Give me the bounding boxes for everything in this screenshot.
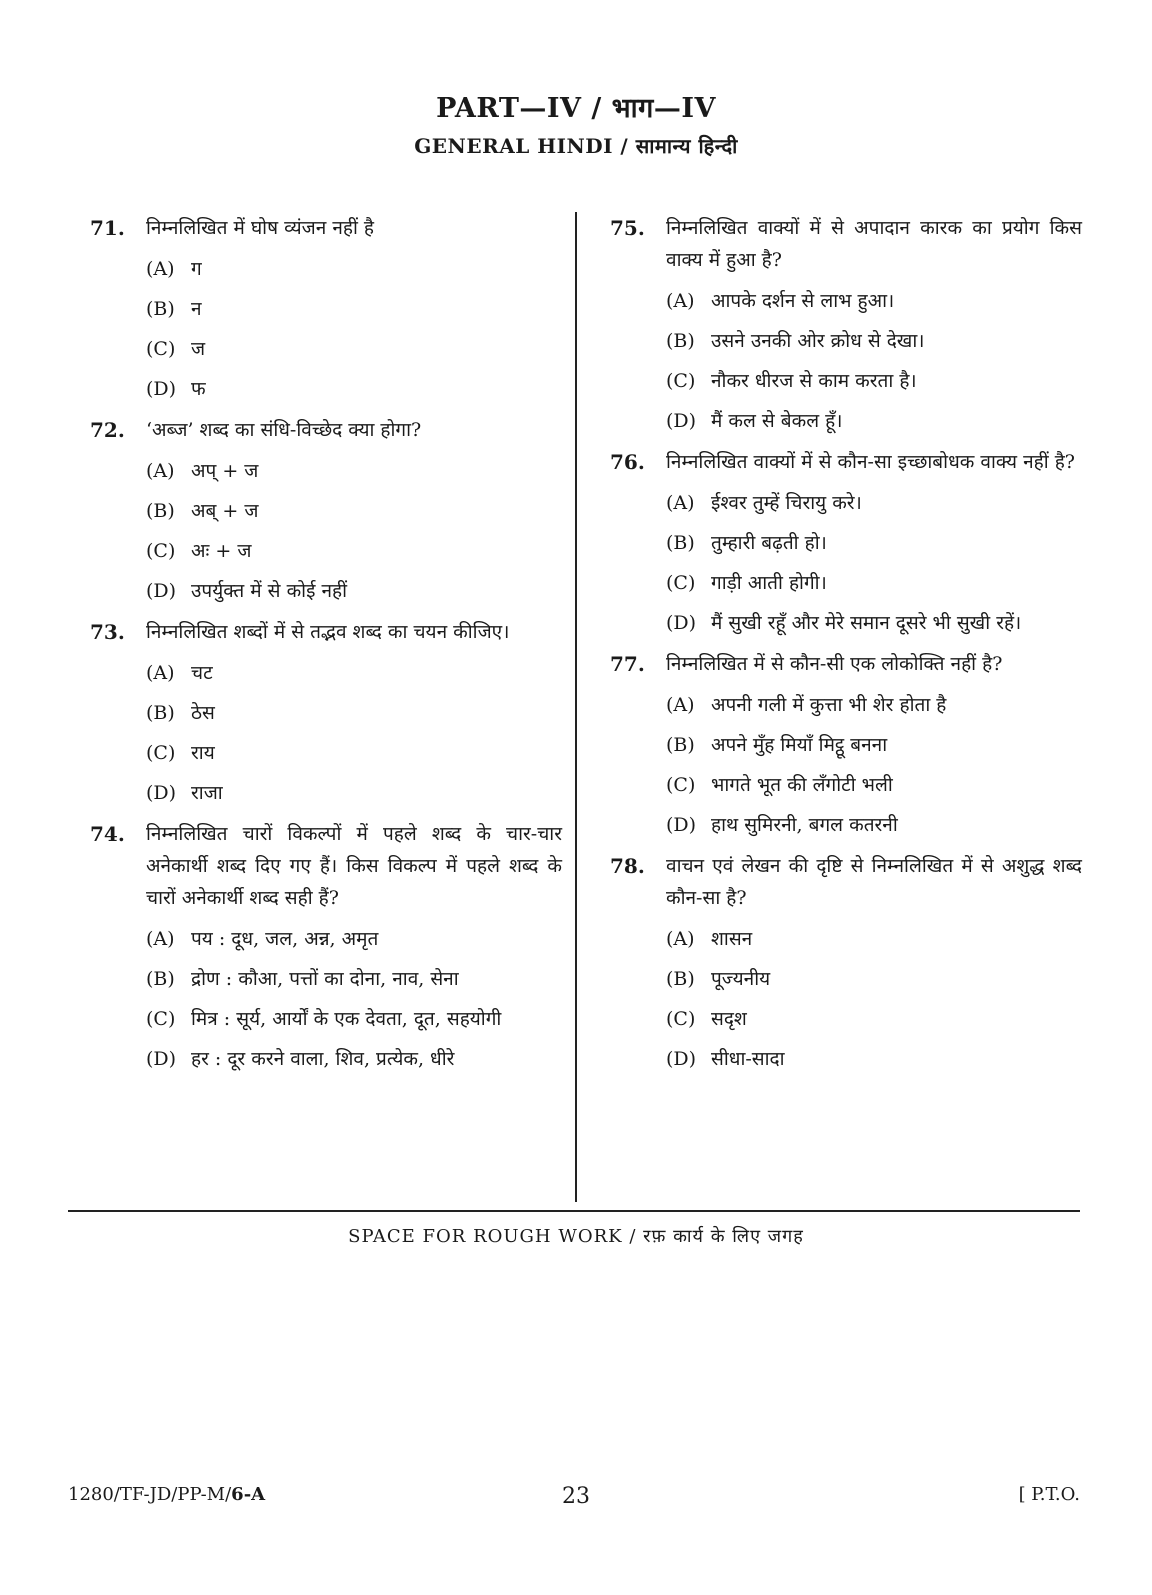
option-label: (C) — [146, 1008, 176, 1030]
option-b — [666, 730, 1082, 760]
option-text: ईश्वर तुम्हें चिरायु करे। — [711, 492, 862, 514]
question-77 — [610, 648, 1082, 840]
option-text: हर : दूर करने वाला, शिव, प्रत्येक, धीरे — [191, 1048, 455, 1070]
question-number: 76. — [610, 450, 645, 474]
option-label: (C) — [666, 774, 696, 796]
option-c — [666, 568, 1082, 598]
option-text: राजा — [191, 782, 223, 804]
option-label: (C) — [666, 572, 696, 594]
option-text: ठेस — [191, 702, 215, 724]
question-text: ‘अब्ज’ शब्द का संधि-विच्छेद क्या होगा? — [146, 419, 422, 441]
question-72 — [90, 414, 562, 606]
option-label: (C) — [146, 540, 176, 562]
option-text: द्रोण : कौआ, पत्तों का दोना, नाव, सेना — [191, 968, 459, 990]
option-label: (A) — [666, 492, 695, 514]
option-label: (B) — [666, 734, 695, 756]
option-label: (B) — [146, 968, 175, 990]
option-text: आपके दर्शन से लाभ हुआ। — [711, 290, 895, 312]
question-number: 72. — [90, 418, 125, 442]
option-text: राय — [191, 742, 215, 764]
option-a — [666, 488, 1082, 518]
option-text: ग — [191, 258, 202, 280]
question-text: निम्नलिखित में घोष व्यंजन नहीं है — [146, 217, 375, 239]
question-number: 78. — [610, 854, 645, 878]
option-label: (A) — [666, 928, 695, 950]
option-text: अपने मुँह मियाँ मिट्ठू बनना — [711, 734, 888, 756]
option-d — [146, 374, 562, 404]
option-text: चट — [191, 662, 213, 684]
option-d — [146, 1044, 562, 1074]
option-b — [146, 698, 562, 728]
option-c — [666, 770, 1082, 800]
option-label: (D) — [666, 1048, 697, 1070]
question-73 — [90, 616, 562, 808]
option-text: अः + ज — [191, 540, 252, 562]
option-label: (B) — [666, 330, 695, 352]
option-text: शासन — [711, 928, 753, 950]
option-text: मित्र : सूर्य, आर्यों के एक देवता, दूत, सहयोगी — [191, 1008, 502, 1030]
option-b — [146, 496, 562, 526]
option-label: (C) — [146, 742, 176, 764]
option-label: (A) — [146, 928, 175, 950]
option-b — [146, 964, 562, 994]
question-text: निम्नलिखित वाक्यों में से कौन-सा इच्छाबोधक वाक्य नहीं है? — [666, 451, 1075, 473]
option-text: सीधा-सादा — [711, 1048, 785, 1070]
option-text: तुम्हारी बढ़ती हो। — [711, 532, 827, 554]
option-label: (A) — [666, 290, 695, 312]
option-text: अप् + ज — [191, 460, 259, 482]
question-76 — [610, 446, 1082, 638]
option-text: फ — [191, 378, 206, 400]
option-text: हाथ सुमिरनी, बगल कतरनी — [711, 814, 898, 836]
question-number: 77. — [610, 652, 645, 676]
option-text: अपनी गली में कुत्ता भी शेर होता है — [711, 694, 947, 716]
option-d — [666, 608, 1082, 638]
option-a — [666, 924, 1082, 954]
option-label: (C) — [146, 338, 176, 360]
option-text: पूज्यनीय — [711, 968, 771, 990]
option-text: उपर्युक्त में से कोई नहीं — [191, 580, 347, 602]
page-number: 23 — [562, 1484, 590, 1509]
rough-work-label: SPACE FOR ROUGH WORK / रफ़ कार्य के लिए जगह — [348, 1226, 804, 1247]
option-text: अब् + ज — [191, 500, 259, 522]
option-a — [146, 658, 562, 688]
question-text: वाचन एवं लेखन की दृष्टि से निम्नलिखित में से अशुद्ध शब्द कौन-सा है? — [666, 855, 1082, 909]
option-text: सदृश — [711, 1008, 747, 1030]
option-d — [146, 778, 562, 808]
question-text: निम्नलिखित शब्दों में से तद्भव शब्द का चयन कीजिए। — [146, 621, 510, 643]
option-label: (B) — [146, 298, 175, 320]
option-label: (C) — [666, 370, 696, 392]
paper-code-series: 6-A — [231, 1484, 266, 1505]
question-number: 75. — [610, 216, 645, 240]
option-label: (A) — [146, 460, 175, 482]
question-78 — [610, 850, 1082, 1074]
option-label: (B) — [666, 532, 695, 554]
option-text: मैं सुखी रहूँ और मेरे समान दूसरे भी सुखी रहें। — [711, 612, 1022, 634]
option-label: (A) — [146, 662, 175, 684]
option-text: मैं कल से बेकल हूँ। — [711, 410, 843, 432]
option-label: (D) — [146, 580, 177, 602]
option-label: (A) — [666, 694, 695, 716]
option-a — [666, 690, 1082, 720]
option-c — [146, 536, 562, 566]
option-b — [666, 964, 1082, 994]
option-text: पय : दूध, जल, अन्न, अमृत — [191, 928, 379, 950]
option-b — [666, 326, 1082, 356]
question-text: निम्नलिखित चारों विकल्पों में पहले शब्द के चार-चार अनेकार्थी शब्द दिए गए हैं। किस विकल्प में पहले शब्द के चारों अनेकार्थी शब्द सही हैं? — [146, 823, 562, 909]
option-a — [146, 924, 562, 954]
question-71 — [90, 212, 562, 404]
option-label: (D) — [666, 612, 697, 634]
option-text: भागते भूत की लँगोटी भली — [711, 774, 893, 796]
option-c — [146, 738, 562, 768]
question-text: निम्नलिखित में से कौन-सी एक लोकोक्ति नहीं है? — [666, 653, 1003, 675]
option-c — [146, 1004, 562, 1034]
option-label: (D) — [146, 782, 177, 804]
subject-heading: GENERAL HINDI / सामान्य हिन्दी — [414, 134, 738, 158]
question-number: 71. — [90, 216, 125, 240]
option-label: (D) — [666, 410, 697, 432]
question-75 — [610, 212, 1082, 436]
option-c — [146, 334, 562, 364]
option-label: (B) — [666, 968, 695, 990]
option-label: (D) — [146, 378, 177, 400]
pto-label: [ P.T.O. — [1018, 1484, 1080, 1505]
option-text: गाड़ी आती होगी। — [711, 572, 827, 594]
option-label: (A) — [146, 258, 175, 280]
option-label: (B) — [146, 702, 175, 724]
option-label: (B) — [146, 500, 175, 522]
option-b — [146, 294, 562, 324]
option-a — [146, 254, 562, 284]
option-text: नौकर धीरज से काम करता है। — [711, 370, 917, 392]
left-column — [90, 212, 562, 1084]
option-text: ज — [191, 338, 206, 360]
question-text: निम्नलिखित वाक्यों में से अपादान कारक का प्रयोग किस वाक्य में हुआ है? — [666, 217, 1082, 271]
option-label: (C) — [666, 1008, 696, 1030]
option-d — [666, 1044, 1082, 1074]
option-text: उसने उनकी ओर क्रोध से देखा। — [711, 330, 925, 352]
option-label: (D) — [666, 814, 697, 836]
option-d — [666, 810, 1082, 840]
option-text: न — [191, 298, 202, 320]
option-d — [666, 406, 1082, 436]
horizontal-rule — [68, 1210, 1080, 1212]
option-c — [666, 1004, 1082, 1034]
column-divider — [575, 212, 577, 1202]
option-d — [146, 576, 562, 606]
part-heading: PART—IV / भाग—IV — [436, 93, 716, 124]
question-number: 74. — [90, 822, 125, 846]
question-74 — [90, 818, 562, 1074]
option-b — [666, 528, 1082, 558]
option-c — [666, 366, 1082, 396]
option-a — [666, 286, 1082, 316]
option-a — [146, 456, 562, 486]
question-number: 73. — [90, 620, 125, 644]
paper-code-prefix: 1280/TF-JD/PP-M/ — [68, 1484, 232, 1505]
option-label: (D) — [146, 1048, 177, 1070]
right-column — [610, 212, 1082, 1084]
